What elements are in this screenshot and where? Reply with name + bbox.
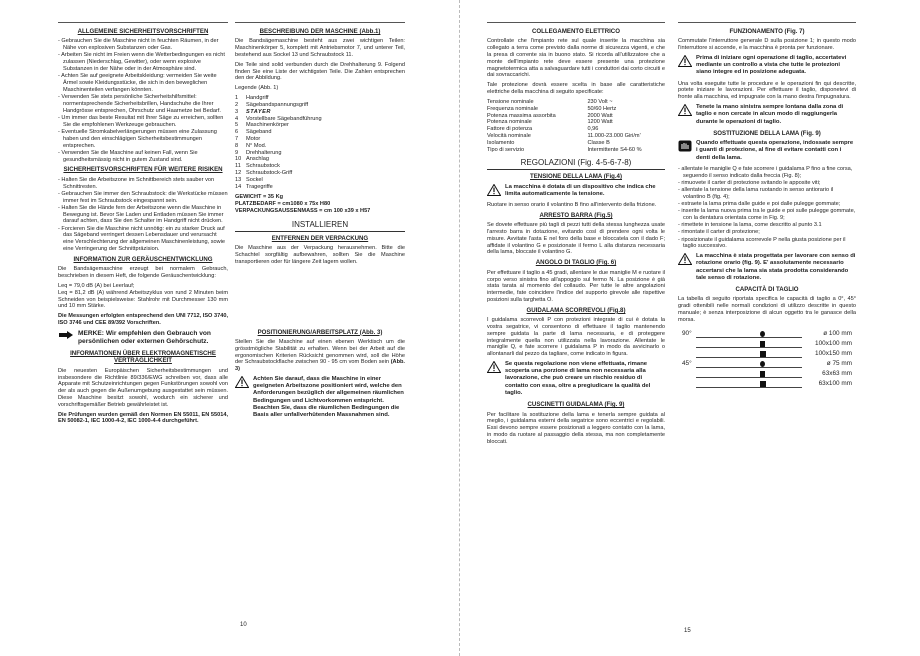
list-item: - allentate le maniglie Q e fate scorrere i guidalama P fino a fine corsa, seguendo il senso indicato dalla freccia (Fig. 8); xyxy=(678,165,853,179)
spec-table xyxy=(487,99,665,154)
capacity-leader-line xyxy=(696,377,802,378)
warning-triangle-icon xyxy=(487,361,501,373)
spec-value: 50/60 Hertz xyxy=(587,105,617,112)
section-rect-icon xyxy=(760,381,766,387)
heading-operation: FUNZIONAMENTO (Fig. 7) xyxy=(729,28,805,35)
heading-adjustments: REGOLAZIONI (Fig. 4-5-6-7-8) xyxy=(487,157,665,170)
angle-text: Per effettuare il taglio a 45 gradi, allentare le due maniglie M e ruotare il corpo verso sinistra fino all'appoggio sul fermo N. La posizione è già stata tarata al momento del collaudo. Per tutte le altre angolazioni intermedie, fate coincidere l'indice del supporto girevole alle rispettive posizioni sulla targhetta O. xyxy=(487,269,665,303)
section-rect-icon xyxy=(760,351,766,357)
tension-warning xyxy=(487,184,665,198)
legend-number: 8 xyxy=(235,142,239,149)
spec-value: 0,96 xyxy=(587,126,599,133)
description-text-2: Die Teile sind solid verbunden durch die Drehhalterung 9. Folgend finden Sie eine Liste der wichtigsten Teile. Die Zahlen entsprechen den der Abbildung. xyxy=(235,61,405,82)
capacity-leader-line xyxy=(696,337,802,338)
page-number: 15 xyxy=(684,628,691,634)
heading-unpack: ENTFERNEN DER VERPACKUNG xyxy=(271,234,369,242)
capacity-leader-line xyxy=(696,387,802,388)
list-item: - Gebrauchen Sie die Maschine nicht in feuchten Räumen, in der Nähe von explosiven Substanzen oder Gas. xyxy=(58,38,219,52)
capacity-row xyxy=(678,340,856,348)
bearing-text: Per facilitare la sostituzione della lama e tenerla sempre guidata al meglio, i guidalama esterni della segatrice sono eccentrici e regolabili. Essi devono sempre essere posizionati a leggero contatto con la lama, in modo da ruotare al passaggio della stessa, ma non completamente bloccati. xyxy=(487,411,665,445)
heading-capacity: CAPACITÀ DI TAGLIO xyxy=(735,286,799,294)
legend-item xyxy=(235,95,405,102)
legend-number: 3 xyxy=(235,108,239,115)
guide-text: I guidalama scorrevoli P con protezioni integrate di cui è dotata la vostra segatrice, vi consentono di effettuare il taglio mantenendo sempre guidata la parte di lama necessaria, e di proteggere integralmente quella non utilizzata nella lavorazione. Allentate le maniglie Q, e fate scorrere i guidalama P in modo da avvicinarlo o allontanarli dal pezzo da tagliare, come indicato in figura. xyxy=(487,317,665,358)
legend-number: 11 xyxy=(235,163,241,170)
capacity-value: 100x150 mm xyxy=(815,349,852,357)
spec-key: Frequenza nominale xyxy=(487,105,538,112)
legend-item xyxy=(235,129,405,136)
column-safety xyxy=(58,26,228,428)
electrical-text: Controllate che l'impianto rete sul quale inserite la macchina sia collegato a terra come previsto dalla norme di sicurezza vigenti, e che la presa di corrente sia in buono stato. Si ricorda all'utilizzatore che a monte dell'impianto rete deve essere presente una protezione magnetotermica atta a salvaguardare tutti i conduttori dai corto circuiti e dai sovraccarichi. xyxy=(487,38,665,79)
capacity-row xyxy=(678,370,856,378)
legend-number: 2 xyxy=(235,101,239,108)
capacity-value: 100x100 mm xyxy=(815,339,852,347)
list-item: - Verwenden Sie die Maschine auf keinen Fall, wenn Sie gesundheitsmässig nicht in gutem Zustand sind. xyxy=(58,149,198,163)
legend-item xyxy=(235,122,405,129)
legend-label: Schraubstock-Griff xyxy=(246,170,293,177)
column-description xyxy=(235,26,405,423)
legend-label: Sägebandspannungsgriff xyxy=(246,101,309,108)
list-item: - Arbeiten Sie nicht im Freien wenn die Wetterbedingungen es nicht zulassen (Niederschlag, Gewitter), oder wenn explosive Substanzen in der Nähe oder in der Atmosphäre sind. xyxy=(58,52,225,73)
legend-number: 12 xyxy=(235,170,242,177)
legend-label: Motor xyxy=(246,135,261,142)
legend-label: Handgriff xyxy=(246,95,269,102)
guide-warning xyxy=(487,361,665,397)
capacity-value: 63x100 mm xyxy=(818,379,852,387)
warning-triangle-icon xyxy=(487,184,501,196)
divider xyxy=(235,22,405,23)
position-warning xyxy=(235,376,405,419)
heading-tension: TENSIONE DELLA LAMA (Fig.4) xyxy=(530,173,622,181)
noise-values: Leq = 79,0 dB (A) bei Leerlauf; Leq = 81,2 dB (A) während Arbeitszyklus von rund 2 Minuten beim Schneiden von beispielsweise: Stahlrohr mit Durchmesser 130 mm und 10 mm Stärke. xyxy=(58,282,228,310)
spec-row xyxy=(487,119,665,126)
operation-text: Commutate l'interruttore generale D sulla posizione 1; in questo modo l'interruttore si accende, e la macchina è pronta per funzionare. xyxy=(678,38,856,52)
capacity-leader-line xyxy=(696,367,802,368)
section-round-icon xyxy=(760,331,765,337)
heading-risks: SICHERHEITSVORSCHRIFTEN FÜR WEITERE RISIKEN xyxy=(63,166,223,174)
packaging-size: VERPACKUNGSAUSSENMASS = cm 100 x39 x H57 xyxy=(235,208,371,215)
legend-label: Sägeband xyxy=(246,129,272,136)
list-item: - allentate la tensione della lama ruotando in senso antiorario il volantino B (fig. 4); xyxy=(678,186,834,200)
legend-label: STAYER xyxy=(246,108,271,115)
legend-item xyxy=(235,102,405,109)
legend-item xyxy=(235,170,405,177)
warning-text: Achten Sie darauf, dass die Maschine in einer geeigneten Arbeitszone positioniert wird, welche den Anforderungen bezüglich der allgemeinen räumlichen Bedingungen und Lichtvorkommen entspricht. Beachten Sie, dass die räumlichen Bedingungen die Basis aller unfallverhütenden Massnahmen sind. xyxy=(253,376,404,419)
legend-number: 13 xyxy=(235,176,242,183)
legend-item xyxy=(235,109,405,116)
capacity-angle: 45° xyxy=(682,359,692,367)
heading-replace-blade: SOSTITUZIONE DELLA LAMA (Fig. 9) xyxy=(713,129,821,137)
notice-text: MERKE: Wir empfehlen den Gebrauch von persönlichen oder externen Gehörschutz. xyxy=(78,329,211,345)
column-electrical xyxy=(487,26,665,449)
heading-description: BESCHREIBUNG DER MASCHINE (Abb.1) xyxy=(259,28,381,35)
direction-warning xyxy=(678,253,856,282)
legend-item xyxy=(235,163,405,170)
list-item: - Gebrauchen Sie immer den Schraubstock: die Werkstücke müssen immer fest im Schraubstock eingespannt sein. xyxy=(58,190,228,204)
list-item: - rimettete in tensione la lama, come descritto al punto 3.1 xyxy=(678,222,822,229)
legend-label: Sockel xyxy=(246,176,263,183)
list-item: - Halten Sie die Hände fern der Arbeitszone wenn die Maschine in Bewegung ist. Bevor Sie Laden und Entladen müssen Sie immer darauf achten, dass Sie den Schalter im Handgriff nicht drücken. xyxy=(58,204,224,225)
warning-triangle-icon xyxy=(678,55,692,67)
spec-key: Tipo di servizio xyxy=(487,146,525,153)
capacity-row xyxy=(678,330,856,338)
spec-key: Fattore di potenza xyxy=(487,126,533,133)
spec-value: 2000 Watt xyxy=(587,112,613,119)
list-item: - Halten Sie die Arbeitszone im Schnittbereich stets sauber von Schnittresten. xyxy=(58,176,215,190)
heading-install: INSTALLIEREN xyxy=(235,219,405,232)
section-square-icon xyxy=(760,371,765,377)
capacity-row xyxy=(678,350,856,358)
noise-standards: Die Messungen erfolgten entsprechend den UNI 7712, ISO 3740, ISO 3746 und CEE 89/392 Vorschriften. xyxy=(58,313,228,327)
spec-key: Potenza massima assorbita xyxy=(487,112,556,119)
warning-text: Tenete la mano sinistra sempre lontana dalla zona di taglio e non cercate in alcun modo di raggiungerla durante le operazioni di taglio. xyxy=(696,104,844,125)
legend-number: 9 xyxy=(235,149,239,156)
electrical-text-2: Tale protezione dovrà essere scelta in base alle caratteristiche elettriche della macchina di seguito specificate: xyxy=(487,82,665,96)
ear-protection-notice xyxy=(58,330,228,346)
spec-row xyxy=(487,113,665,120)
legend-number: 5 xyxy=(235,122,239,129)
gloves-icon xyxy=(678,140,692,152)
legend-number: 1 xyxy=(235,95,239,102)
stop-text: Se dovete effettuare più tagli di pezzi tutti della stessa lunghezza usate l'arresto barra in dotazione, evitando così di prendere ogni volta le misure. Avvitate l'asta E nel foro della base e bloccatela con il dado F; affidate il volantino G e posizionate il fermo L alla distanza necessaria della lama, bloccate il volantino G. xyxy=(487,222,665,256)
warning-triangle-icon xyxy=(235,376,249,388)
spec-value: 11.000-23.000 Giri/m' xyxy=(587,132,641,139)
heading-guides: GUIDALAMA SCORREVOLI (Fig.8) xyxy=(526,306,626,314)
emc-text: Die neuesten Europäischen Sicherheitsbestimmungen und insbesondere die Richtlinie 89/336/EWG schreiben vor, dass alle Apparate mit Schutzeinrichtungen gegen Funkstörungen sowohl von der als auch gegen die Außenumgebung ausgestattet sein müssen. Diese Maschine besitzt sowohl, wodurch ein sicherer und vorschriftsgemäßer Betrieb gewährleistet ist. xyxy=(58,367,228,408)
spec-value: Classe B xyxy=(587,139,610,146)
legend-item xyxy=(235,156,405,163)
list-item: - Verwenden Sie stets persönliche Sicherheitshilfsmittel: normentsprechende Sicherheitsbrillen, Handschuhe die Ihrer Handgrösse entsprechen, Ohrschutz und Haarnetze bei Bedarf. xyxy=(58,94,221,114)
legend-item xyxy=(235,184,405,191)
legend-item xyxy=(235,116,405,123)
heading-noise: INFORMATION ZUR GERÄUSCHENTWICKLUNG xyxy=(73,255,213,263)
spec-row xyxy=(487,133,665,140)
legend-label: Vorstellbare Sägebandführung xyxy=(246,115,322,122)
pointing-hand-icon xyxy=(58,330,74,340)
warning-triangle-icon xyxy=(678,253,692,265)
weight: GEWICHT = 35 Kg xyxy=(235,194,284,201)
legend-label: Schraubstock xyxy=(246,163,280,170)
spec-key: Velocità nominale xyxy=(487,132,531,139)
list-item: - estraete la lama prima dalle guide e poi dalle pulegge gommate; xyxy=(678,200,841,207)
legend-number: 14 xyxy=(235,183,242,190)
replace-steps xyxy=(678,166,856,250)
column-operation xyxy=(678,26,856,396)
heading-emc: INFORMATIONEN ÜBER ELEKTROMAGNETISCHE VERTRÄGLICHKEIT xyxy=(70,349,216,365)
list-item: - inserite la lama nuova prima tra le guide e poi sulle pulegge gommate, con la dentatura orientata come in Fig. 9; xyxy=(678,208,856,221)
legend-item xyxy=(235,143,405,150)
capacity-angle: 90° xyxy=(682,329,692,337)
heading-general-safety: ALLGEMEINE SICHERHEITSVORSCHRIFTEN xyxy=(77,28,209,35)
unpack-text: Die Maschine aus der Verpackung herausnehmen. Bitte die Schachtel sorgfältig aufbewahren, sollten Sie die Maschine transportieren oder für längere Zeit lagern wollen. xyxy=(235,245,405,265)
list-item: - riposizionate il guidalama scorrevole P nella giusta posizione per il taglio successivo. xyxy=(678,236,846,250)
heading-angle: ANGOLO DI TAGLIO (Fig. 6) xyxy=(535,259,617,267)
capacity-table xyxy=(678,328,856,396)
spec-key: Potenza nominale xyxy=(487,119,532,126)
capacity-row xyxy=(678,380,856,388)
list-item: - Forcieren Sie die Maschine nicht unnötig: ein zu starker Druck auf das Sägeband verringert dessen Lebensdauer und verursacht eine Verschlechterung der allgemeinen Maschinenleistung, sowie eine Verringerung der Schnittpräzision. xyxy=(58,225,226,253)
warning-text: La macchina è stata progettata per lavorare con senso di rotazione orario (fig. 9). E' assolutamente necessario accertarsi che la lama sia stata prodotta considerando tale senso di rotazione. xyxy=(696,253,856,281)
description-text: Die Bandsägemaschine besteht aus zwei wichtigen Teilen: Maschinenkörper 5, komplett mit Antriebsmotor 7, und unterer Teil, bestehend aus Sockel 13 und Schraubstock 11. xyxy=(235,38,405,59)
legend-number: 10 xyxy=(235,156,242,163)
hand-warning xyxy=(678,104,856,126)
page-number: 10 xyxy=(240,622,247,628)
divider xyxy=(487,22,665,23)
legend-label: Anschlag xyxy=(246,156,270,163)
noise-text: Die Bandsägemaschine erzeugt bei normalem Gebrauch, beschrieben in diesem Heft, die folgende Geräuschentwicklung: xyxy=(58,266,228,280)
emc-standards: Die Prüfungen wurden gemäß den Normen EN 55011, EN 55014, EN 50082-1, IEC 1000-4-2, IEC 1000-4-4 durchgeführt. xyxy=(58,411,228,425)
warning-text: Prima di iniziare ogni operazione di taglio, accertatevi mediante un controllo a vista che tutte le protezioni siano integre ed in posizione adeguata. xyxy=(696,55,847,76)
legend-label: N° Mod. xyxy=(246,142,267,149)
divider xyxy=(678,22,856,23)
section-square-icon xyxy=(760,341,765,347)
capacity-row xyxy=(678,360,856,368)
heading-electrical: COLLEGAMENTO ELETTRICO xyxy=(532,28,620,35)
operation-warning xyxy=(678,55,856,77)
legend-number: 4 xyxy=(235,115,239,122)
warning-triangle-icon xyxy=(678,104,692,116)
spec-row xyxy=(487,106,665,113)
capacity-text: La tabella di seguito riportata specifica le capacità di taglio a 0°, 45° gradi ottenibili nelle normali condizioni di utilizzo descritte in questo manuale; è senza interposizione di alcun oggetto tra le ganasce della morsa. xyxy=(678,296,856,323)
position-text: Stellen Sie die Maschine auf einen ebenen Werktisch um die grösstmögliche Stabilität zu erhalten. Wenn bei der Arbeit auf die ergonomischen Kriterien Rücksicht genommen wird, soll die Höhe der Schraubstockflache zwischen 90 - 95 cm vom Boden sein (Abb. 3) xyxy=(235,338,405,373)
list-item: - Achten Sie auf geeignete Arbeitskleidung: vermeiden Sie weite Ärmel sowie Kleidungsstücke, die sich in den beweglichen Maschinenteilen verfangen könnten. xyxy=(58,73,217,93)
spec-key: Tensione nominale xyxy=(487,98,534,105)
legend-label: Drehhalterung xyxy=(246,149,282,156)
heading-position: POSITIONIERUNG/ARBEITSPLATZ (Abb. 3) xyxy=(257,328,383,336)
capacity-leader-line xyxy=(696,357,802,358)
warning-text: La macchina è dotata di un dispositivo che indica che limita automaticamente la tensione. xyxy=(505,183,656,197)
spec-key: Isolamento xyxy=(487,139,515,146)
spec-value: 1200 Watt xyxy=(587,119,613,126)
legend-number: 7 xyxy=(235,135,239,142)
legend-title: Legende (Abb. 1) xyxy=(235,85,279,92)
capacity-value: ø 75 mm xyxy=(826,359,852,367)
operation-text-2: Una volta eseguite tutte le procedure e le operazioni fin qui descritte, potete iniziare le lavorazioni. Per effettuare il taglio, disponetevi di fronte alla macchina, ed impugnate con la mano destra l'impugnatura. xyxy=(678,80,856,101)
divider xyxy=(58,22,228,23)
notice-text: Quando effettuate questa operazione, indossate sempre i guanti di protezione, al fine di evitare contatti con i denti della lama. xyxy=(696,140,854,161)
legend-item xyxy=(235,136,405,143)
spec-row xyxy=(487,140,665,147)
tension-text: Ruotare in senso orario il volantino B fino all'intervento della frizione. xyxy=(487,202,657,208)
spec-row xyxy=(487,99,665,106)
list-item: - rimuovete il carter di protezione svitando le apposite viti; xyxy=(678,179,821,186)
safety-list xyxy=(58,38,228,163)
capacity-leader-line xyxy=(696,347,802,348)
capacity-value: 63x63 mm xyxy=(822,369,852,377)
legend-item xyxy=(235,150,405,157)
section-round-icon xyxy=(760,361,765,367)
capacity-value: ø 100 mm xyxy=(823,329,852,337)
footprint: PLATZBEDARF = cm1080 x 75x H80 xyxy=(235,201,331,208)
risk-list xyxy=(58,177,228,253)
gloves-notice xyxy=(678,140,856,162)
legend-label: Tragegriffe xyxy=(246,183,273,190)
warning-text: Se questa regolazione non viene effettuata, rimane scoperta una porzione di lama non necessaria alla lavorazione, che può creare un rischio residuo di contatto con essa, oltre a pregiudicare la qualità del taglio. xyxy=(505,361,651,396)
spec-row xyxy=(487,126,665,133)
list-item: - Um immer das beste Resultat mit Ihrer Säge zu erreichen, sollten Sie die empfohlenen Werkzeuge gebrauchen. xyxy=(58,114,224,128)
legend-item xyxy=(235,177,405,184)
legend-list xyxy=(235,95,405,190)
list-item: - Eventuelle Stromkabelverlängerungen müssen eine Zulassung haben und den einschlägigen Sicherheitsbestimmungen entsprechen. xyxy=(58,128,217,149)
legend-label: Maschinenkörper xyxy=(246,122,289,129)
heading-stop: ARRESTO BARRA (Fig.5) xyxy=(539,211,613,219)
list-item: - rimontate il carter di protezione; xyxy=(678,229,760,236)
heading-bearings: CUSCINETTI GUIDALAMA (Fig. 9) xyxy=(527,401,625,409)
legend-number: 6 xyxy=(235,129,239,136)
spec-row xyxy=(487,147,665,154)
spec-value: Intermittente S4-60 % xyxy=(587,146,642,153)
spec-value: 230 Volt ~ xyxy=(587,98,613,105)
